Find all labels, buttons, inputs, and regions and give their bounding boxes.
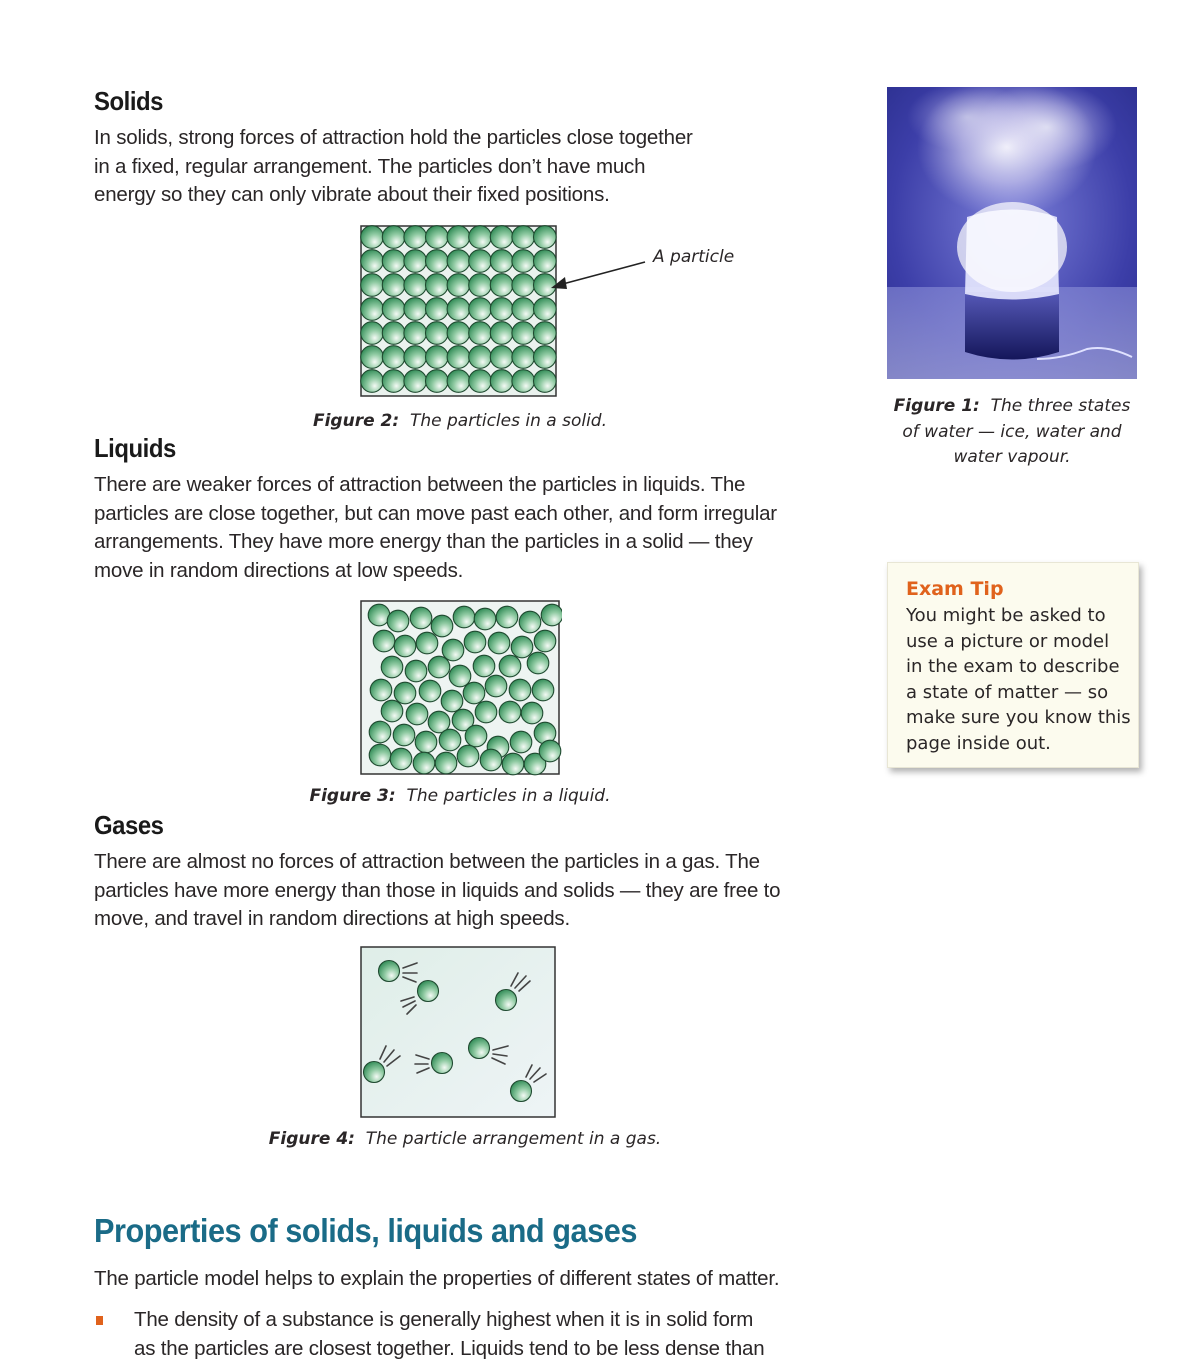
bullet-item — [134, 1306, 764, 1363]
figure-text: The particles in a solid. — [410, 411, 607, 431]
tip-line: in the exam to describe — [906, 654, 1131, 680]
text-line: move, and travel in random directions at high speeds. — [94, 905, 780, 934]
figure-label: Figure 3: — [309, 786, 395, 806]
figure-text: The particles in a liquid. — [406, 786, 610, 806]
solids-paragraph — [94, 124, 693, 210]
text-line: move in random directions at low speeds. — [94, 557, 777, 586]
text-line: The density of a substance is generally highest when it is in solid form — [134, 1306, 764, 1335]
heading-solids: Solids — [94, 86, 163, 117]
tip-line: You might be asked to — [906, 603, 1131, 629]
tip-line: a state of matter — so — [906, 680, 1131, 706]
properties-intro: The particle model helps to explain the properties of different states of matter. — [94, 1265, 779, 1294]
text-line: arrangements. They have more energy than the particles in a solid — they — [94, 528, 777, 557]
text-line: in a fixed, regular arrangement. The particles don’t have much — [94, 153, 693, 182]
text-line: as the particles are closest together. Liquids tend to be less dense than — [134, 1335, 764, 1363]
text-line: In solids, strong forces of attraction hold the particles close together — [94, 124, 693, 153]
figure-2-caption — [240, 411, 680, 431]
tip-line: page inside out. — [906, 731, 1131, 757]
particle-pointer-arrow-icon — [545, 245, 655, 295]
figure-4-caption — [200, 1129, 730, 1149]
bullet-marker-icon — [96, 1316, 103, 1325]
text-line: energy so they can only vibrate about their fixed positions. — [94, 181, 693, 210]
exam-tip-box — [887, 562, 1139, 768]
heading-gases: Gases — [94, 810, 164, 841]
exam-tip-title: Exam Tip — [906, 578, 1004, 600]
text-line: particles are close together, but can move past each other, and form irregular — [94, 500, 777, 529]
tip-line: make sure you know this — [906, 705, 1131, 731]
gas-particles-diagram — [360, 946, 558, 1120]
figure-text: The three states — [991, 396, 1131, 416]
three-states-of-water-photo — [887, 87, 1137, 379]
text-line: There are almost no forces of attraction between the particles in a gas. The — [94, 848, 780, 877]
tip-line: use a picture or model — [906, 629, 1131, 655]
figure-label: Figure 4: — [269, 1129, 355, 1149]
caption-line: water vapour. — [887, 445, 1137, 471]
figure-3-caption — [240, 786, 680, 806]
heading-liquids: Liquids — [94, 433, 176, 464]
particle-annotation: A particle — [653, 247, 734, 267]
heading-properties: Properties of solids, liquids and gases — [94, 1212, 637, 1250]
gases-paragraph — [94, 848, 780, 934]
text-line: There are weaker forces of attraction between the particles in liquids. The — [94, 471, 777, 500]
figure-1-caption — [887, 394, 1137, 471]
solid-particles-diagram — [360, 225, 560, 399]
figure-label: Figure 2: — [313, 411, 399, 431]
figure-text: The particle arrangement in a gas. — [366, 1129, 661, 1149]
exam-tip-body — [906, 603, 1131, 756]
caption-line: of water — ice, water and — [887, 420, 1137, 446]
liquids-paragraph — [94, 471, 777, 585]
figure-label: Figure 1: — [894, 396, 980, 416]
text-line: particles have more energy than those in liquids and solids — they are free to — [94, 877, 780, 906]
caption-line — [887, 394, 1137, 420]
liquid-particles-diagram — [360, 600, 562, 778]
